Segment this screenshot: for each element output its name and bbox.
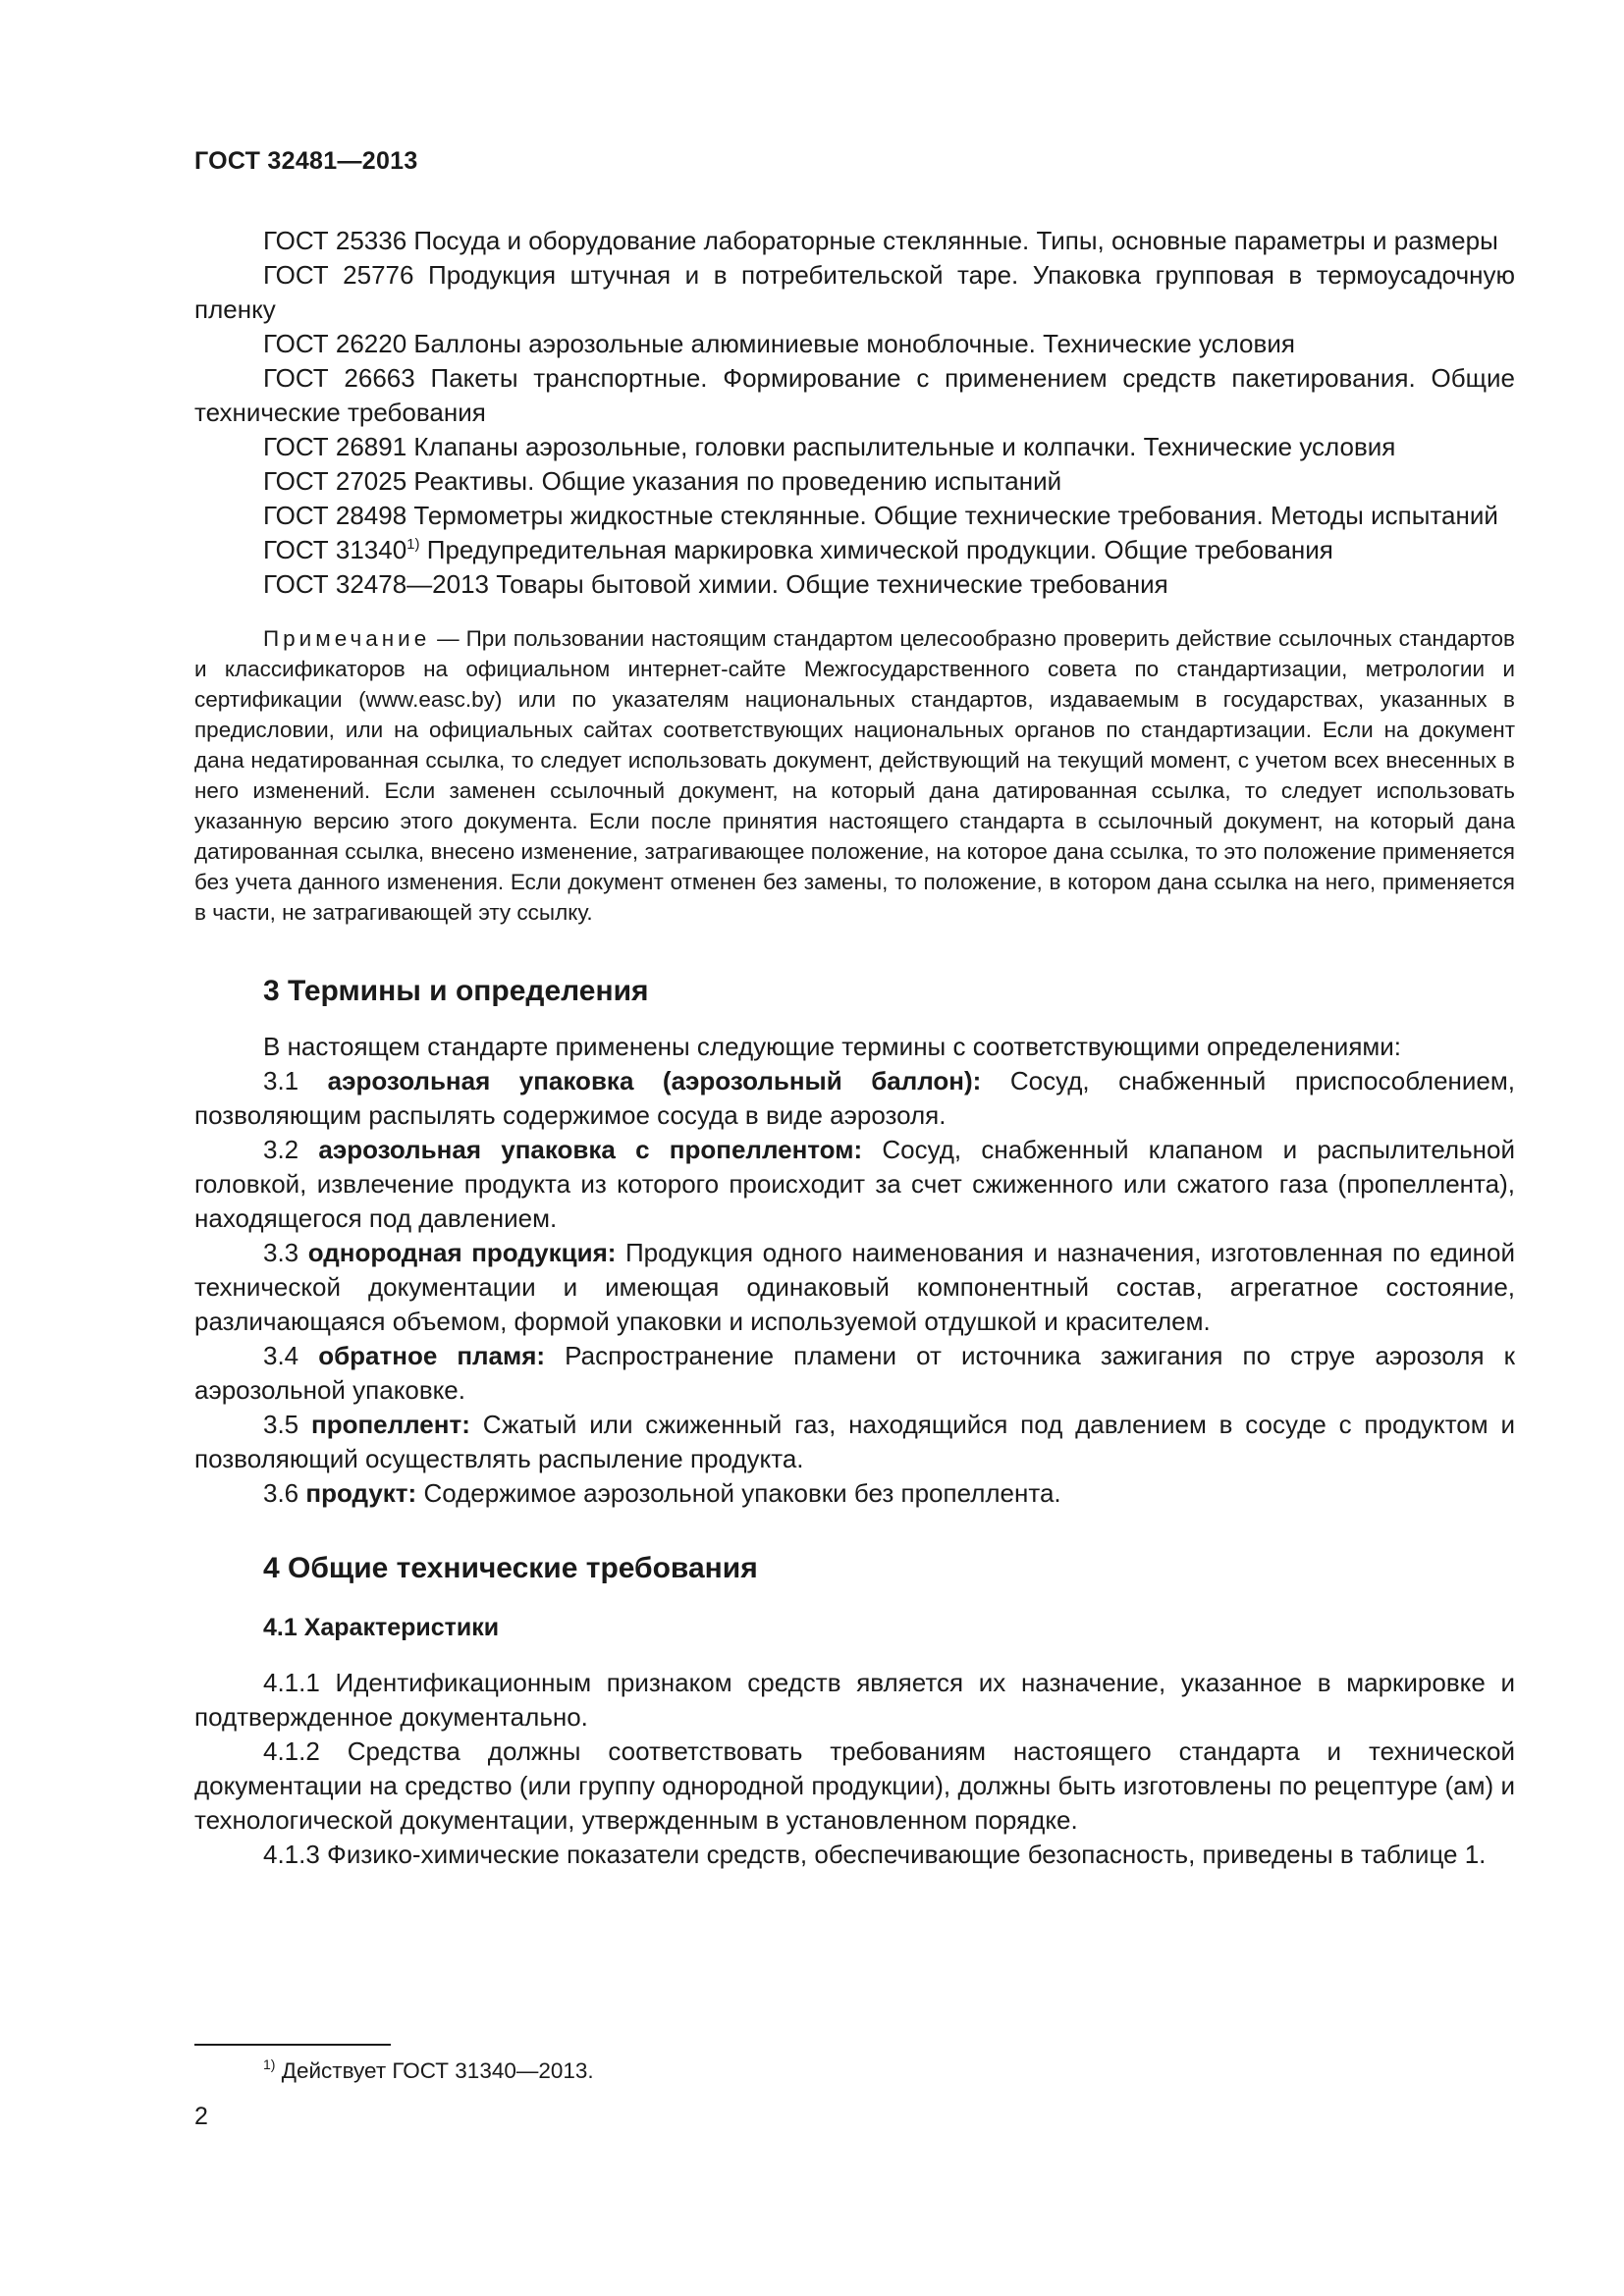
reference-title: Продукция штучная и в потребительской таре. Упаковка групповая в термоусадочную пленку bbox=[194, 260, 1515, 324]
term-number: 3.6 bbox=[263, 1478, 299, 1508]
footnote-marker: 1) bbox=[406, 536, 420, 553]
reference-code: ГОСТ 32478—2013 bbox=[263, 569, 490, 599]
section-4-heading: 4 Общие технические требования bbox=[263, 1552, 758, 1584]
reference-code: ГОСТ 28498 bbox=[263, 501, 407, 530]
term-definition bbox=[194, 1476, 1515, 1511]
reference-code: ГОСТ 27025 bbox=[263, 466, 407, 496]
term-name: обратное пламя: bbox=[318, 1341, 546, 1370]
clause-paragraph: 4.1.1 Идентификационным признаком средств является их назначение, указанное в маркировке и подтвержденное документально. bbox=[194, 1668, 1515, 1732]
section-3-heading: 3 Термины и определения bbox=[263, 975, 649, 1007]
reference-code: ГОСТ 25336 bbox=[263, 226, 407, 255]
footnote bbox=[263, 2058, 594, 2084]
term-text: Продукция одного наименования и назначения, изготовленная по единой технической документации и имеющая одинаковый компонентный состав, агрегатное состояние, различающаяся объемом, формой упаковки и используемой отдушкой и красителем. bbox=[194, 1238, 1516, 1336]
note-text: — При пользовании настоящим стандартом целесообразно проверить действие ссылочных стандартов и классификаторов на официальном интернет-сайте Межгосударственного совета по стандартизации, метрологии и сертификации (www.easc.by) или по указателям национальных стандартов, издаваемым в государствах, указанных в предисловии, или на официальных сайтах соответствующих национальных органов по стандартизации. Если на документ дана недатированная ссылка, то следует использовать документ, действующий на текущий момент, с учетом всех внесенных в него изменений. Если заменен ссылочный документ, на который дана датированная ссылка, то следует использовать указанную версию этого документа. Если после принятия настоящего стандарта в ссылочный документ, на который дана датированная ссылка, внесено изменение, затрагивающее положение, на которое дана ссылка, то это положение применяется без учета данного изменения. Если документ отменен без замены, то положение, в котором дана ссылка на него, применяется в части, не затрагивающей эту ссылку. bbox=[194, 626, 1515, 925]
footnote-text: Действует ГОСТ 31340—2013. bbox=[281, 2058, 594, 2083]
footnote-divider bbox=[194, 2044, 391, 2046]
term-definition bbox=[194, 1408, 1515, 1476]
reference-entry bbox=[194, 327, 1515, 361]
page-body bbox=[194, 224, 1515, 1872]
page-number: 2 bbox=[194, 2103, 208, 2130]
term-number: 3.2 bbox=[263, 1135, 299, 1164]
reference-title: Товары бытовой химии. Общие технические требования bbox=[496, 569, 1168, 599]
reference-entry bbox=[194, 533, 1515, 567]
reference-entry bbox=[194, 430, 1515, 464]
reference-code: ГОСТ 26220 bbox=[263, 329, 407, 358]
reference-entry bbox=[194, 464, 1515, 499]
term-name: продукт: bbox=[305, 1478, 417, 1508]
reference-entry bbox=[194, 361, 1515, 430]
term-number: 3.1 bbox=[263, 1066, 299, 1095]
term-number: 3.5 bbox=[263, 1410, 299, 1439]
reference-title: Баллоны аэрозольные алюминиевые моноблочные. Технические условия bbox=[413, 329, 1295, 358]
page-header: ГОСТ 32481—2013 bbox=[194, 147, 418, 175]
reference-title: Предупредительная маркировка химической продукции. Общие требования bbox=[426, 535, 1333, 564]
reference-title: Реактивы. Общие указания по проведению испытаний bbox=[413, 466, 1062, 496]
reference-entry bbox=[194, 258, 1515, 327]
note-paragraph bbox=[194, 623, 1515, 928]
reference-code: ГОСТ 31340 bbox=[263, 535, 407, 564]
reference-title: Посуда и оборудование лабораторные стеклянные. Типы, основные параметры и размеры bbox=[413, 226, 1498, 255]
reference-code: ГОСТ 26663 bbox=[263, 363, 415, 393]
clause-paragraph: 4.1.3 Физико-химические показатели средств, обеспечивающие безопасность, приведены в таблице 1. bbox=[263, 1840, 1487, 1869]
term-number: 3.4 bbox=[263, 1341, 299, 1370]
reference-entry bbox=[194, 567, 1515, 602]
reference-code: ГОСТ 25776 bbox=[263, 260, 414, 290]
note-label: Примечание bbox=[263, 626, 431, 651]
section-3-intro: В настоящем стандарте применены следующие термины с соответствующими определениями: bbox=[263, 1032, 1402, 1061]
reference-title: Термометры жидкостные стеклянные. Общие технические требования. Методы испытаний bbox=[413, 501, 1498, 530]
term-text: Сосуд, снабженный приспособлением, позволяющим распылять содержимое сосуда в виде аэрозоля. bbox=[194, 1066, 1515, 1130]
term-text: Распространение пламени от источника зажигания по струе аэрозоля к аэрозольной упаковке. bbox=[194, 1341, 1515, 1405]
term-name: однородная продукция: bbox=[307, 1238, 617, 1267]
reference-entry bbox=[194, 499, 1515, 533]
term-number: 3.3 bbox=[263, 1238, 299, 1267]
term-text: Содержимое аэрозольной упаковки без пропеллента. bbox=[423, 1478, 1061, 1508]
reference-entry bbox=[194, 224, 1515, 258]
term-name: аэрозольная упаковка с пропеллентом: bbox=[318, 1135, 863, 1164]
term-definition bbox=[194, 1064, 1515, 1133]
term-text: Сосуд, снабженный клапаном и распылительной головкой, извлечение продукта из которого происходит за счет сжиженного или сжатого газа (пропеллента), находящегося под давлением. bbox=[194, 1135, 1515, 1233]
reference-title: Клапаны аэрозольные, головки распылительные и колпачки. Технические условия bbox=[413, 432, 1396, 461]
references-list bbox=[194, 224, 1515, 602]
reference-title: Пакеты транспортные. Формирование с применением средств пакетирования. Общие технические требования bbox=[194, 363, 1515, 427]
reference-code: ГОСТ 26891 bbox=[263, 432, 407, 461]
term-definition bbox=[194, 1339, 1515, 1408]
term-definition bbox=[194, 1236, 1515, 1339]
footnote-mark: 1) bbox=[263, 2056, 276, 2072]
term-name: аэрозольная упаковка (аэрозольный баллон): bbox=[327, 1066, 982, 1095]
subsection-4-1-heading: 4.1 Характеристики bbox=[263, 1614, 500, 1641]
clause-paragraph: 4.1.2 Средства должны соответствовать требованиям настоящего стандарта и технической документации на средство (или группу однородной продукции), должны быть изготовлены по рецептуре (ам) и технологической документации, утвержденным в установленном порядке. bbox=[194, 1736, 1515, 1835]
term-definition bbox=[194, 1133, 1515, 1236]
term-name: пропеллент: bbox=[310, 1410, 470, 1439]
term-text: Сжатый или сжиженный газ, находящийся под давлением в сосуде с продуктом и позволяющий осуществлять распыление продукта. bbox=[194, 1410, 1515, 1473]
